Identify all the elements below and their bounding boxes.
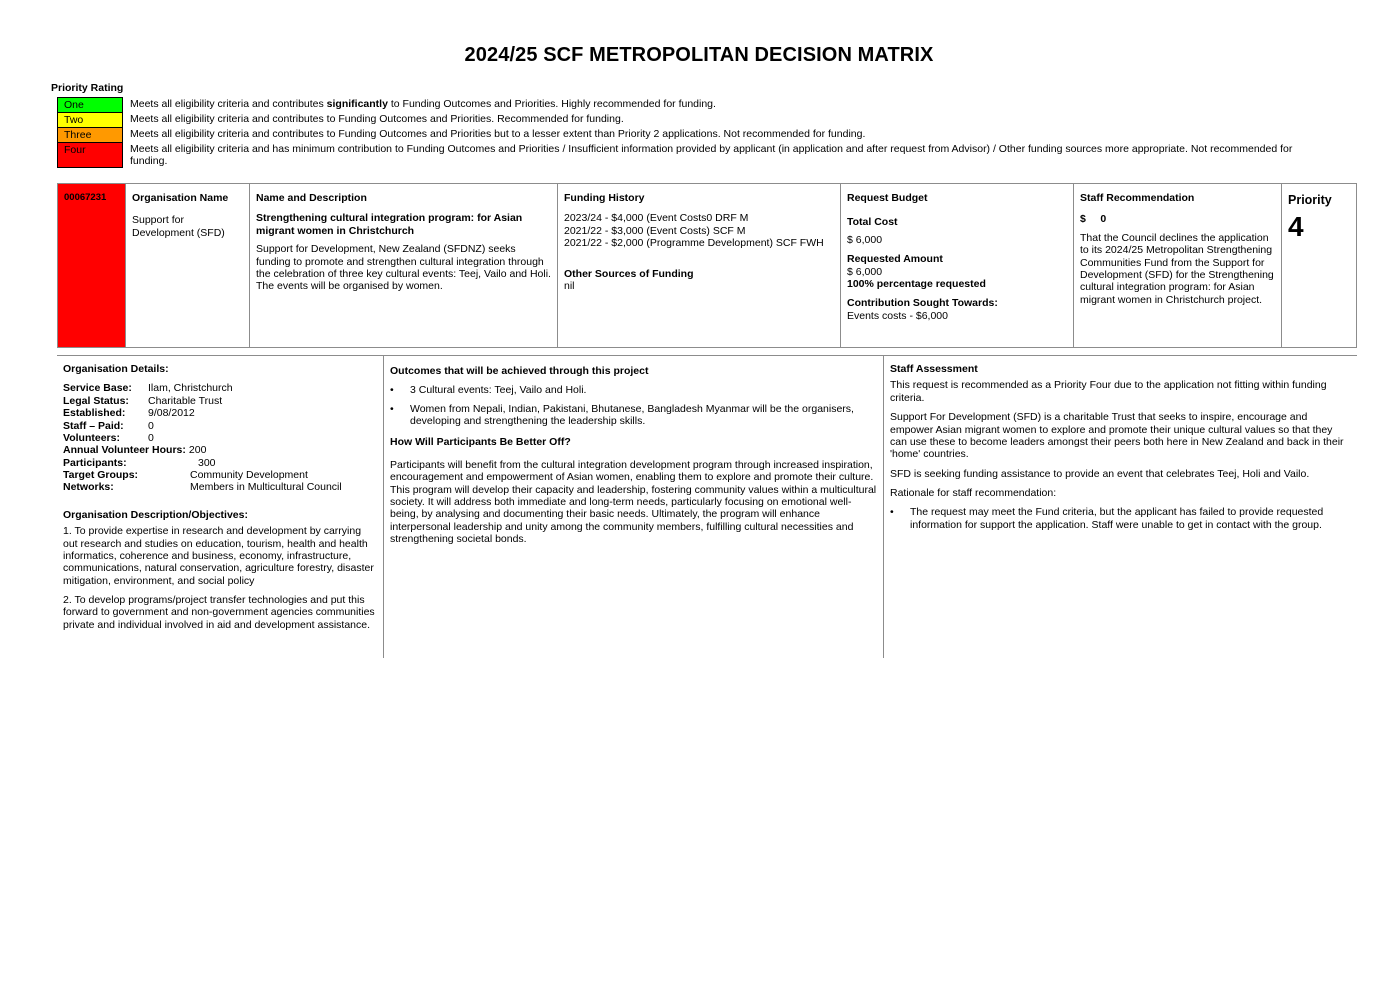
other-sources-value: nil [564,279,575,292]
details-section [57,356,1357,658]
assessment-paragraph: This request is recommended as a Priority Four due to the application not fitting within funding criteria. [890,379,1327,404]
priority-legend [57,97,1317,168]
detail-legal-status: Legal Status: Charitable Trust [63,394,223,407]
objective-item: 2. To develop programs/project transfer technologies and put this forward to government and non-government agencies communities private and individual involved in aid and development assistance. [63,594,375,631]
staff-assessment-heading: Staff Assessment [890,363,978,375]
priority-value: 4 [1288,210,1304,242]
contribution-label: Contribution Sought Towards: [847,297,998,310]
priority-legend-row-four [57,142,1317,168]
assessment-item: • The request may meet the Fund criteria, but the applicant has failed to provide requested information for support the application. Staff were unable to get in contact with the group. [890,506,1324,531]
organisation-name: Support for Development (SFD) [132,214,225,239]
priority-cell [1282,184,1356,347]
page-title: 2024/25 SCF METROPOLITAN DECISION MATRIX [464,44,934,66]
project-description: Support for Development, New Zealand (SFDNZ) seeks funding to promote and strengthen cultural integration through the celebration of three key cultural events: Teej, Vailo and Holi. The events will be organised by women. [256,243,551,293]
staff-assessment-column [884,356,1357,658]
detail-service-base: Service Base: Ilam, Christchurch [63,382,233,395]
outcomes-heading: Outcomes that will be achieved through this project [390,365,649,377]
priority-rating-heading: Priority Rating [51,82,124,94]
objectives-heading: Organisation Description/Objectives: [63,508,248,521]
project-title: Strengthening cultural integration program: for Asian migrant women in Christchurch [256,212,523,237]
other-sources-heading: Other Sources of Funding [564,267,694,280]
request-budget-cell [841,184,1074,347]
detail-volunteer-hours: Annual Volunteer Hours: 200 [63,444,207,457]
staff-recommendation-heading: Staff Recommendation [1080,192,1195,204]
name-description-cell [250,184,558,347]
assessment-paragraph: SFD is seeking funding assistance to provide an event that celebrates Teej, Holi and Vailo. [890,467,1310,480]
funding-history-cell [558,184,841,347]
priority-legend-text-two: Meets all eligibility criteria and contributes to Funding Outcomes and Priorities. Recommended for funding. [130,113,624,125]
outcomes-list [390,384,877,427]
detail-participants: Participants: 300 [63,456,216,469]
priority-legend-text-three: Meets all eligibility criteria and contributes to Funding Outcomes and Priorities but to a lesser extent than Priority 2 applications. Not recommended for funding. [130,128,866,140]
recommended-amount: $ 0 [1080,213,1107,226]
requested-amount-label: Requested Amount [847,253,943,266]
better-off-heading: How Will Participants Be Better Off? [390,435,571,448]
recommendation-text: That the Council declines the application to its 2024/25 Metropolitan Strengthening Communities Fund from the Support for Development (SFD) for the Strengthening cultural integration program: for Asian migrant women in Christchurch project. [1080,231,1274,306]
outcomes-column [384,356,884,658]
application-id: 00067231 [58,184,126,347]
assessment-list [890,506,1351,531]
application-table [57,183,1357,348]
detail-established: Established: 9/08/2012 [63,407,195,420]
percentage-requested: 100% percentage requested [847,277,986,290]
organisation-details-heading: Organisation Details: [63,363,169,375]
organisation-name-cell [126,184,250,347]
assessment-paragraph: Support For Development (SFD) is a charitable Trust that seeks to inspire, encourage and empower Asian migrant women to explore and promote their unique cultural values so that they can use these to become leaders amongst their peers both here in New Zealand and back in their 'home' countries. [890,411,1344,461]
name-description-heading: Name and Description [256,192,367,204]
assessment-paragraph: Rationale for staff recommendation: [890,487,1057,499]
outcome-item: • 3 Cultural events: Teej, Vailo and Holi. [390,384,587,397]
funding-history-heading: Funding History [564,192,645,204]
organisation-details-column [57,356,384,658]
total-cost-value: $ 6,000 [847,233,883,246]
better-off-text: Participants will benefit from the cultural integration development program through increased inspiration, encouragement and empowerment of Asian women, enabling them to explore and promote their culture. This program will develop their capacity and leadership, fostering community values within a multicultural society. It will address both immediate and long-term needs, particularly focusing on emotional well-being, by analysing and documenting their basic needs. Ultimately, the program will enhance interpersonal leadership and unity among the community members, fulfilling cultural necessities and strengthening societal bonds. [390,458,877,546]
priority-swatch-two: Two [57,112,123,127]
contribution-value: Events costs - $6,000 [847,309,948,322]
priority-legend-row-two [57,112,1317,127]
priority-swatch-three: Three [57,127,123,142]
request-budget-heading: Request Budget [847,192,928,204]
priority-swatch-four: Four [57,142,123,168]
priority-heading: Priority [1288,193,1332,207]
funding-history-item: 2021/22 - $3,000 (Event Costs) SCF M [564,224,746,237]
priority-swatch-one: One [57,97,123,112]
funding-history-item: 2023/24 - $4,000 (Event Costs0 DRF M [564,212,749,225]
priority-legend-text-four: Meets all eligibility criteria and has minimum contribution to Funding Outcomes and Priorities / Insufficient information provided by applicant (in application and after request from Advisor) / Other funding sources more appropriate. Not recommended for funding. [130,143,1293,168]
priority-legend-text-one: Meets all eligibility criteria and contributes significantly to Funding Outcomes and Priorities. Highly recommended for funding. [130,98,716,110]
priority-legend-row-one [57,97,1317,112]
total-cost-label: Total Cost [847,216,898,229]
staff-recommendation-cell [1074,184,1282,347]
detail-target-groups: Target Groups: Community Development [63,469,308,481]
detail-networks: Networks: Members in Multicultural Council [63,481,342,494]
priority-legend-row-three [57,127,1317,142]
detail-staff-paid: Staff – Paid: 0 [63,419,154,432]
funding-history-item: 2021/22 - $2,000 (Programme Development) SCF FWH [564,237,824,250]
organisation-name-heading: Organisation Name [132,192,229,204]
requested-amount-value: $ 6,000 [847,265,883,278]
objective-item: 1. To provide expertise in research and development by carrying out research and studies on education, tourism, health and health informatics, coherence and business, economy, infrastructure, communications, natural conservation, agriculture forestry, disaster mitigation, environment, and social policy [63,525,374,587]
outcome-item: • Women from Nepali, Indian, Pakistani, Bhutanese, Bangladesh Myanmar will be the organisers, developing and strengthening the leadership skills. [390,402,854,428]
detail-volunteers: Volunteers: 0 [63,431,154,444]
